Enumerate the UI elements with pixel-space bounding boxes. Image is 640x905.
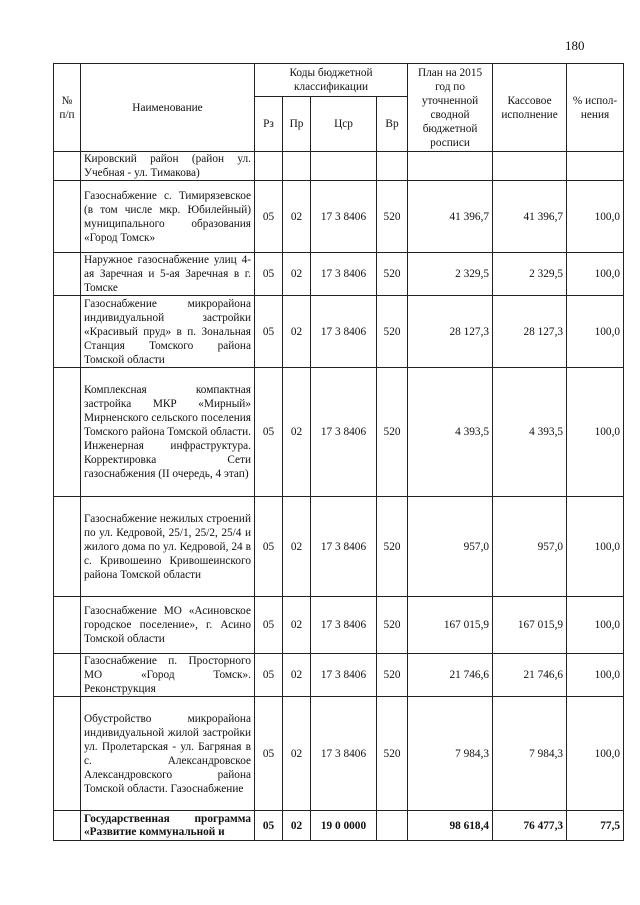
row-rz-cell [255, 152, 283, 181]
row-vr-cell [377, 811, 408, 841]
table-row [54, 296, 624, 368]
table-row [54, 654, 624, 697]
row-name-cell: Газоснабжение с. Тимирязевское (в том числе мкр. Юбилейный) муниципального образования «Город Томск» [81, 181, 255, 253]
row-vr-cell: 520 [377, 597, 408, 654]
header-pr: Пр [283, 97, 311, 152]
row-name-cell: Газоснабжение нежилых строений по ул. Кедровой, 25/1, 25/2, 25/4 и жилого дома по ул. Кедровой, 24 в с. Кривошеино Кривошеинского района Томской области [81, 497, 255, 597]
row-csr-cell: 17 3 8406 [311, 697, 377, 811]
row-vr-cell: 520 [377, 697, 408, 811]
row-pr-cell: 02 [283, 697, 311, 811]
row-plan-cell: 167 015,9 [408, 597, 493, 654]
row-number-cell [54, 497, 81, 597]
row-csr-cell: 17 3 8406 [311, 497, 377, 597]
row-pr-cell [283, 152, 311, 181]
row-number-cell [54, 654, 81, 697]
row-number-cell [54, 181, 81, 253]
row-pr-cell: 02 [283, 811, 311, 841]
row-number-cell [54, 811, 81, 841]
table-row [54, 697, 624, 811]
row-number-cell [54, 296, 81, 368]
row-percent-cell: 100,0 [567, 253, 624, 296]
table-row-total [54, 811, 624, 841]
row-number-cell [54, 597, 81, 654]
row-percent-cell: 100,0 [567, 181, 624, 253]
row-plan-cell: 41 396,7 [408, 181, 493, 253]
row-name-cell: Наружное газоснабжение улиц 4-ая Заречная и 5-ая Заречная в г. Томске [81, 253, 255, 296]
row-plan-cell: 98 618,4 [408, 811, 493, 841]
header-percent: % испол-нения [567, 64, 624, 152]
row-percent-cell: 100,0 [567, 296, 624, 368]
row-cash-cell: 28 127,3 [493, 296, 567, 368]
row-name-cell: Комплексная компактная застройка МКР «Мирный» Мирненского сельского поселения Томского района Томской области. Инженерная инфраструктура. Корректировка Сети газоснабжения (II очередь, 4 этап) [81, 368, 255, 497]
row-plan-cell [408, 152, 493, 181]
row-vr-cell: 520 [377, 368, 408, 497]
row-rz-cell: 05 [255, 253, 283, 296]
row-percent-cell: 100,0 [567, 368, 624, 497]
row-pr-cell: 02 [283, 253, 311, 296]
header-cash: Кассовое исполнение [493, 64, 567, 152]
row-name-cell: Газоснабжение п. Просторного МО «Город Томск». Реконструкция [81, 654, 255, 697]
header-plan: План на 2015 год по уточненной сводной бюджетной росписи [408, 64, 493, 152]
row-number-cell [54, 368, 81, 497]
table-row [54, 597, 624, 654]
header-csr: Цср [311, 97, 377, 152]
row-rz-cell: 05 [255, 811, 283, 841]
header-num: № п/п [54, 64, 81, 152]
row-name-cell: Газоснабжение микрорайона индивидуальной застройки «Красивый пруд» в п. Зональная Станция Томского района Томской области [81, 296, 255, 368]
row-pr-cell: 02 [283, 654, 311, 697]
row-name-cell: Обустройство микрорайона индивидуальной жилой застройки ул. Пролетарская - ул. Багряная в с. Александровское Александровского района Томской области. Газоснабжение [81, 697, 255, 811]
row-rz-cell: 05 [255, 181, 283, 253]
row-pr-cell: 02 [283, 296, 311, 368]
header-vr: Вр [377, 97, 408, 152]
row-csr-cell: 17 3 8406 [311, 253, 377, 296]
header-name: Наименование [81, 64, 255, 152]
row-cash-cell: 2 329,5 [493, 253, 567, 296]
row-rz-cell: 05 [255, 368, 283, 497]
page-number: 180 [565, 38, 585, 53]
row-rz-cell: 05 [255, 697, 283, 811]
table-row [54, 253, 624, 296]
row-cash-cell [493, 152, 567, 181]
row-percent-cell: 100,0 [567, 597, 624, 654]
row-cash-cell: 21 746,6 [493, 654, 567, 697]
row-percent-cell: 100,0 [567, 654, 624, 697]
row-plan-cell: 2 329,5 [408, 253, 493, 296]
row-cash-cell: 76 477,3 [493, 811, 567, 841]
row-pr-cell: 02 [283, 368, 311, 497]
row-csr-cell: 17 3 8406 [311, 181, 377, 253]
row-csr-cell: 17 3 8406 [311, 654, 377, 697]
row-pr-cell: 02 [283, 497, 311, 597]
row-vr-cell: 520 [377, 296, 408, 368]
row-cash-cell: 957,0 [493, 497, 567, 597]
row-name-cell: Газоснабжение МО «Асиновское городское поселение», г. Асино Томской области [81, 597, 255, 654]
row-pr-cell: 02 [283, 597, 311, 654]
row-rz-cell: 05 [255, 497, 283, 597]
row-percent-cell: 77,5 [567, 811, 624, 841]
row-rz-cell: 05 [255, 296, 283, 368]
row-plan-cell: 21 746,6 [408, 654, 493, 697]
row-percent-cell: 100,0 [567, 497, 624, 597]
row-rz-cell: 05 [255, 597, 283, 654]
row-vr-cell [377, 152, 408, 181]
row-name-cell: Кировский район (район ул. Учебная - ул. Тимакова) [81, 152, 255, 181]
row-plan-cell: 28 127,3 [408, 296, 493, 368]
row-percent-cell [567, 152, 624, 181]
row-csr-cell [311, 152, 377, 181]
row-number-cell [54, 152, 81, 181]
row-cash-cell: 7 984,3 [493, 697, 567, 811]
row-pr-cell: 02 [283, 181, 311, 253]
table-row [54, 152, 624, 181]
row-number-cell [54, 253, 81, 296]
row-csr-cell: 17 3 8406 [311, 296, 377, 368]
row-name-cell: Государственная программа «Развитие коммунальной и [81, 811, 255, 841]
row-csr-cell: 19 0 0000 [311, 811, 377, 841]
budget-table [53, 63, 624, 841]
table-row [54, 497, 624, 597]
row-cash-cell: 4 393,5 [493, 368, 567, 497]
row-plan-cell: 7 984,3 [408, 697, 493, 811]
row-vr-cell: 520 [377, 181, 408, 253]
row-vr-cell: 520 [377, 497, 408, 597]
row-rz-cell: 05 [255, 654, 283, 697]
row-vr-cell: 520 [377, 654, 408, 697]
header-rz: Рз [255, 97, 283, 152]
row-csr-cell: 17 3 8406 [311, 597, 377, 654]
row-plan-cell: 957,0 [408, 497, 493, 597]
row-csr-cell: 17 3 8406 [311, 368, 377, 497]
row-cash-cell: 167 015,9 [493, 597, 567, 654]
row-cash-cell: 41 396,7 [493, 181, 567, 253]
header-codes: Коды бюджетной классификации [255, 64, 408, 97]
row-plan-cell: 4 393,5 [408, 368, 493, 497]
table-row [54, 181, 624, 253]
row-number-cell [54, 697, 81, 811]
row-percent-cell: 100,0 [567, 697, 624, 811]
table-row [54, 368, 624, 497]
row-vr-cell: 520 [377, 253, 408, 296]
